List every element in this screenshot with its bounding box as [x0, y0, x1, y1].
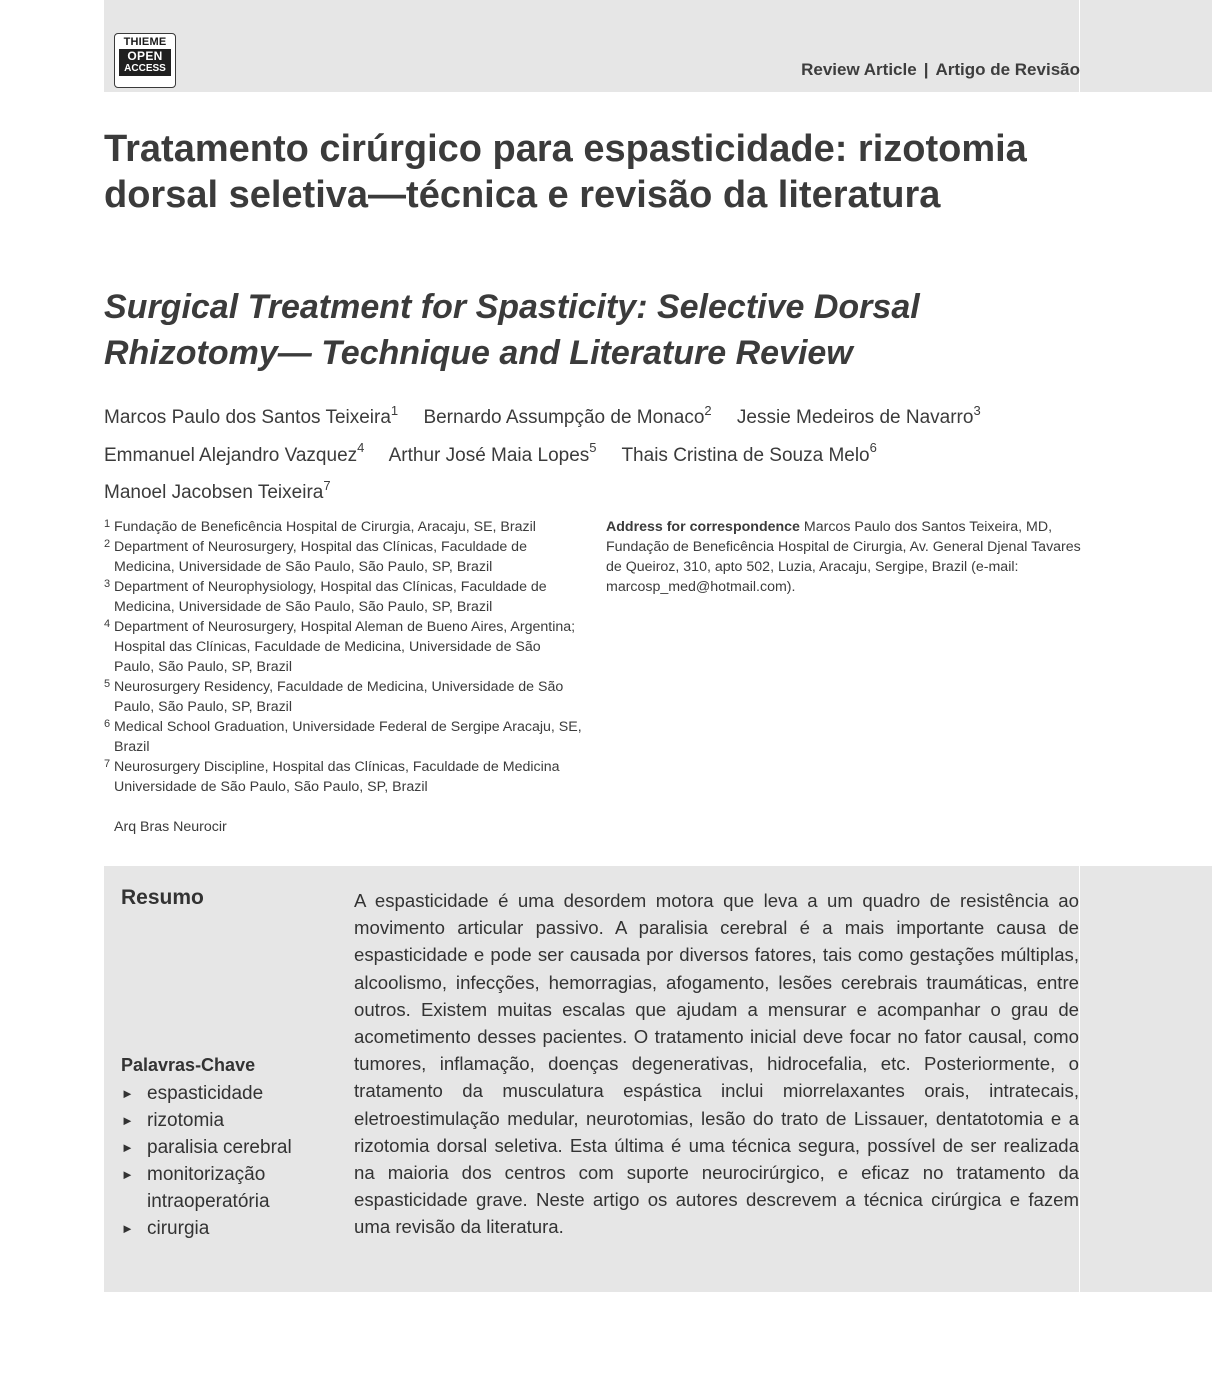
correspondence-label: Address for correspondence — [606, 519, 800, 535]
correspondence-text: Marcos Paulo dos Santos Teixeira, MD, Fundação de Beneficência Hospital de Cirurgia, Av. General Djenal Tavares de Queiroz, 310, apto 502, Luzia, Aracaju, Sergipe, Brazil (e-mail: marcosp_med@hotmail.com). — [606, 519, 1081, 595]
keyword-item: ► espasticidade — [121, 1080, 341, 1107]
author: Thais Cristina de Souza Melo$^6$ — [621, 440, 877, 466]
keyword-list — [121, 1080, 341, 1242]
author: Manoel Jacobsen Teixeira$^7$ — [104, 477, 331, 503]
article-type — [801, 60, 1080, 80]
author: Marcos Paulo dos Santos Teixeira$^1$ — [104, 403, 399, 429]
affiliation-item: 4 Department of Neurosurgery, Hospital Aleman de Bueno Aires, Argentina; Hospital das Clínicas, Faculdade de Medicina, Universidade de São Paulo, São Paulo, SP, Brazil — [104, 618, 576, 675]
correspondence-address — [606, 517, 1086, 597]
author: Arthur José Maia Lopes$^5$ — [388, 440, 597, 466]
keywords-heading: Palavras-Chave — [121, 1055, 256, 1075]
affiliation-item: 1 Fundação de Beneficência Hospital de Cirurgia, Aracaju, SE, Brazil — [104, 518, 536, 535]
abstract-divider — [1079, 866, 1080, 1292]
bullet-arrow-icon: ► — [121, 1113, 134, 1128]
keyword-item: ► cirurgia — [121, 1215, 341, 1242]
abstract-heading: Resumo — [121, 886, 204, 909]
logo-line-thieme: THIEME — [123, 36, 167, 48]
affiliation-item: 7 Neurosurgery Discipline, Hospital das Clínicas, Faculdade de Medicina Universidade de São Paulo, São Paulo, SP, Brazil — [104, 758, 560, 795]
bullet-arrow-icon: ► — [121, 1086, 134, 1101]
bullet-arrow-icon: ► — [121, 1221, 134, 1236]
bullet-arrow-icon: ► — [121, 1167, 134, 1182]
affiliation-item: 6 Medical School Graduation, Universidade Federal de Sergipe Aracaju, SE, Brazil — [104, 718, 582, 755]
author: Emmanuel Alejandro Vazquez$^4$ — [104, 440, 365, 466]
keyword-item: ► rizotomia — [121, 1107, 341, 1134]
affiliation-list — [104, 517, 584, 797]
journal-name: Arq Bras Neurocir — [114, 819, 227, 835]
title-english: Surgical Treatment for Spasticity: Selective Dorsal Rhizotomy— Technique and Literature Review — [104, 288, 920, 372]
affiliation-item: 2 Department of Neurosurgery, Hospital das Clínicas, Faculdade de Medicina, Universidade de São Paulo, São Paulo, SP, Brazil — [104, 538, 527, 575]
article-type-separator: | — [923, 60, 929, 79]
affiliation-item: 5 Neurosurgery Residency, Faculdade de Medicina, Universidade de São Paulo, São Paulo, SP, Brazil — [104, 678, 564, 715]
author-list — [104, 396, 1104, 508]
abstract-text: A espasticidade é uma desordem motora que leva a um quadro de resistência ao movimento articular passivo. A paralisia cerebral é a mais importante causa de espasticidade e pode ser causada por diversos fatores, tais como gestações múltiplas, alcoolismo, infecções, hemorragias, afogamento, lesões cerebrais traumáticas, entre outros. Existem muitas escalas que ajudam a mensurar e acompanhar o grau de acometimento desses pacientes. O tratamento inicial deve focar no fator causal, como tumores, inflamação, doenças degenerativas, hidrocefalia, etc. Posteriormente, o tratamento da musculatura espástica inclui miorrelaxantes orais, intratecais, eletroestimulação medular, neurotomias, lesão do trato de Lissauer, dentatotomia e a rizotomia dorsal seletiva. Esta última é uma técnica segura, possível de ser realizada na maioria dos centros com suporte neurocirúrgico, e eficaz no tratamento da espasticidade grave. Neste artigo os autores descrevem a técnica cirúrgica e fazem uma revisão da literatura. — [354, 890, 1079, 1238]
keyword-item: ► monitorização intraoperatória — [121, 1161, 341, 1215]
thieme-open-access-logo — [114, 33, 176, 88]
keyword-item: ► paralisia cerebral — [121, 1134, 341, 1161]
affiliation-item: 3 Department of Neurophysiology, Hospital das Clínicas, Faculdade de Medicina, Universidade de São Paulo, São Paulo, SP, Brazil — [104, 578, 547, 615]
logo-line-access: ACCESS — [119, 63, 171, 76]
article-type-en: Review Article — [801, 60, 917, 79]
article-type-pt: Artigo de Revisão — [935, 60, 1080, 79]
title-portuguese: Tratamento cirúrgico para espasticidade: rizotomia dorsal seletiva—técnica e revisão da literatura — [104, 128, 1027, 216]
bullet-arrow-icon: ► — [121, 1140, 134, 1155]
logo-line-open: OPEN — [119, 49, 171, 63]
author: Jessie Medeiros de Navarro$^3$ — [736, 403, 981, 429]
author: Bernardo Assumpção de Monaco$^2$ — [423, 403, 712, 429]
